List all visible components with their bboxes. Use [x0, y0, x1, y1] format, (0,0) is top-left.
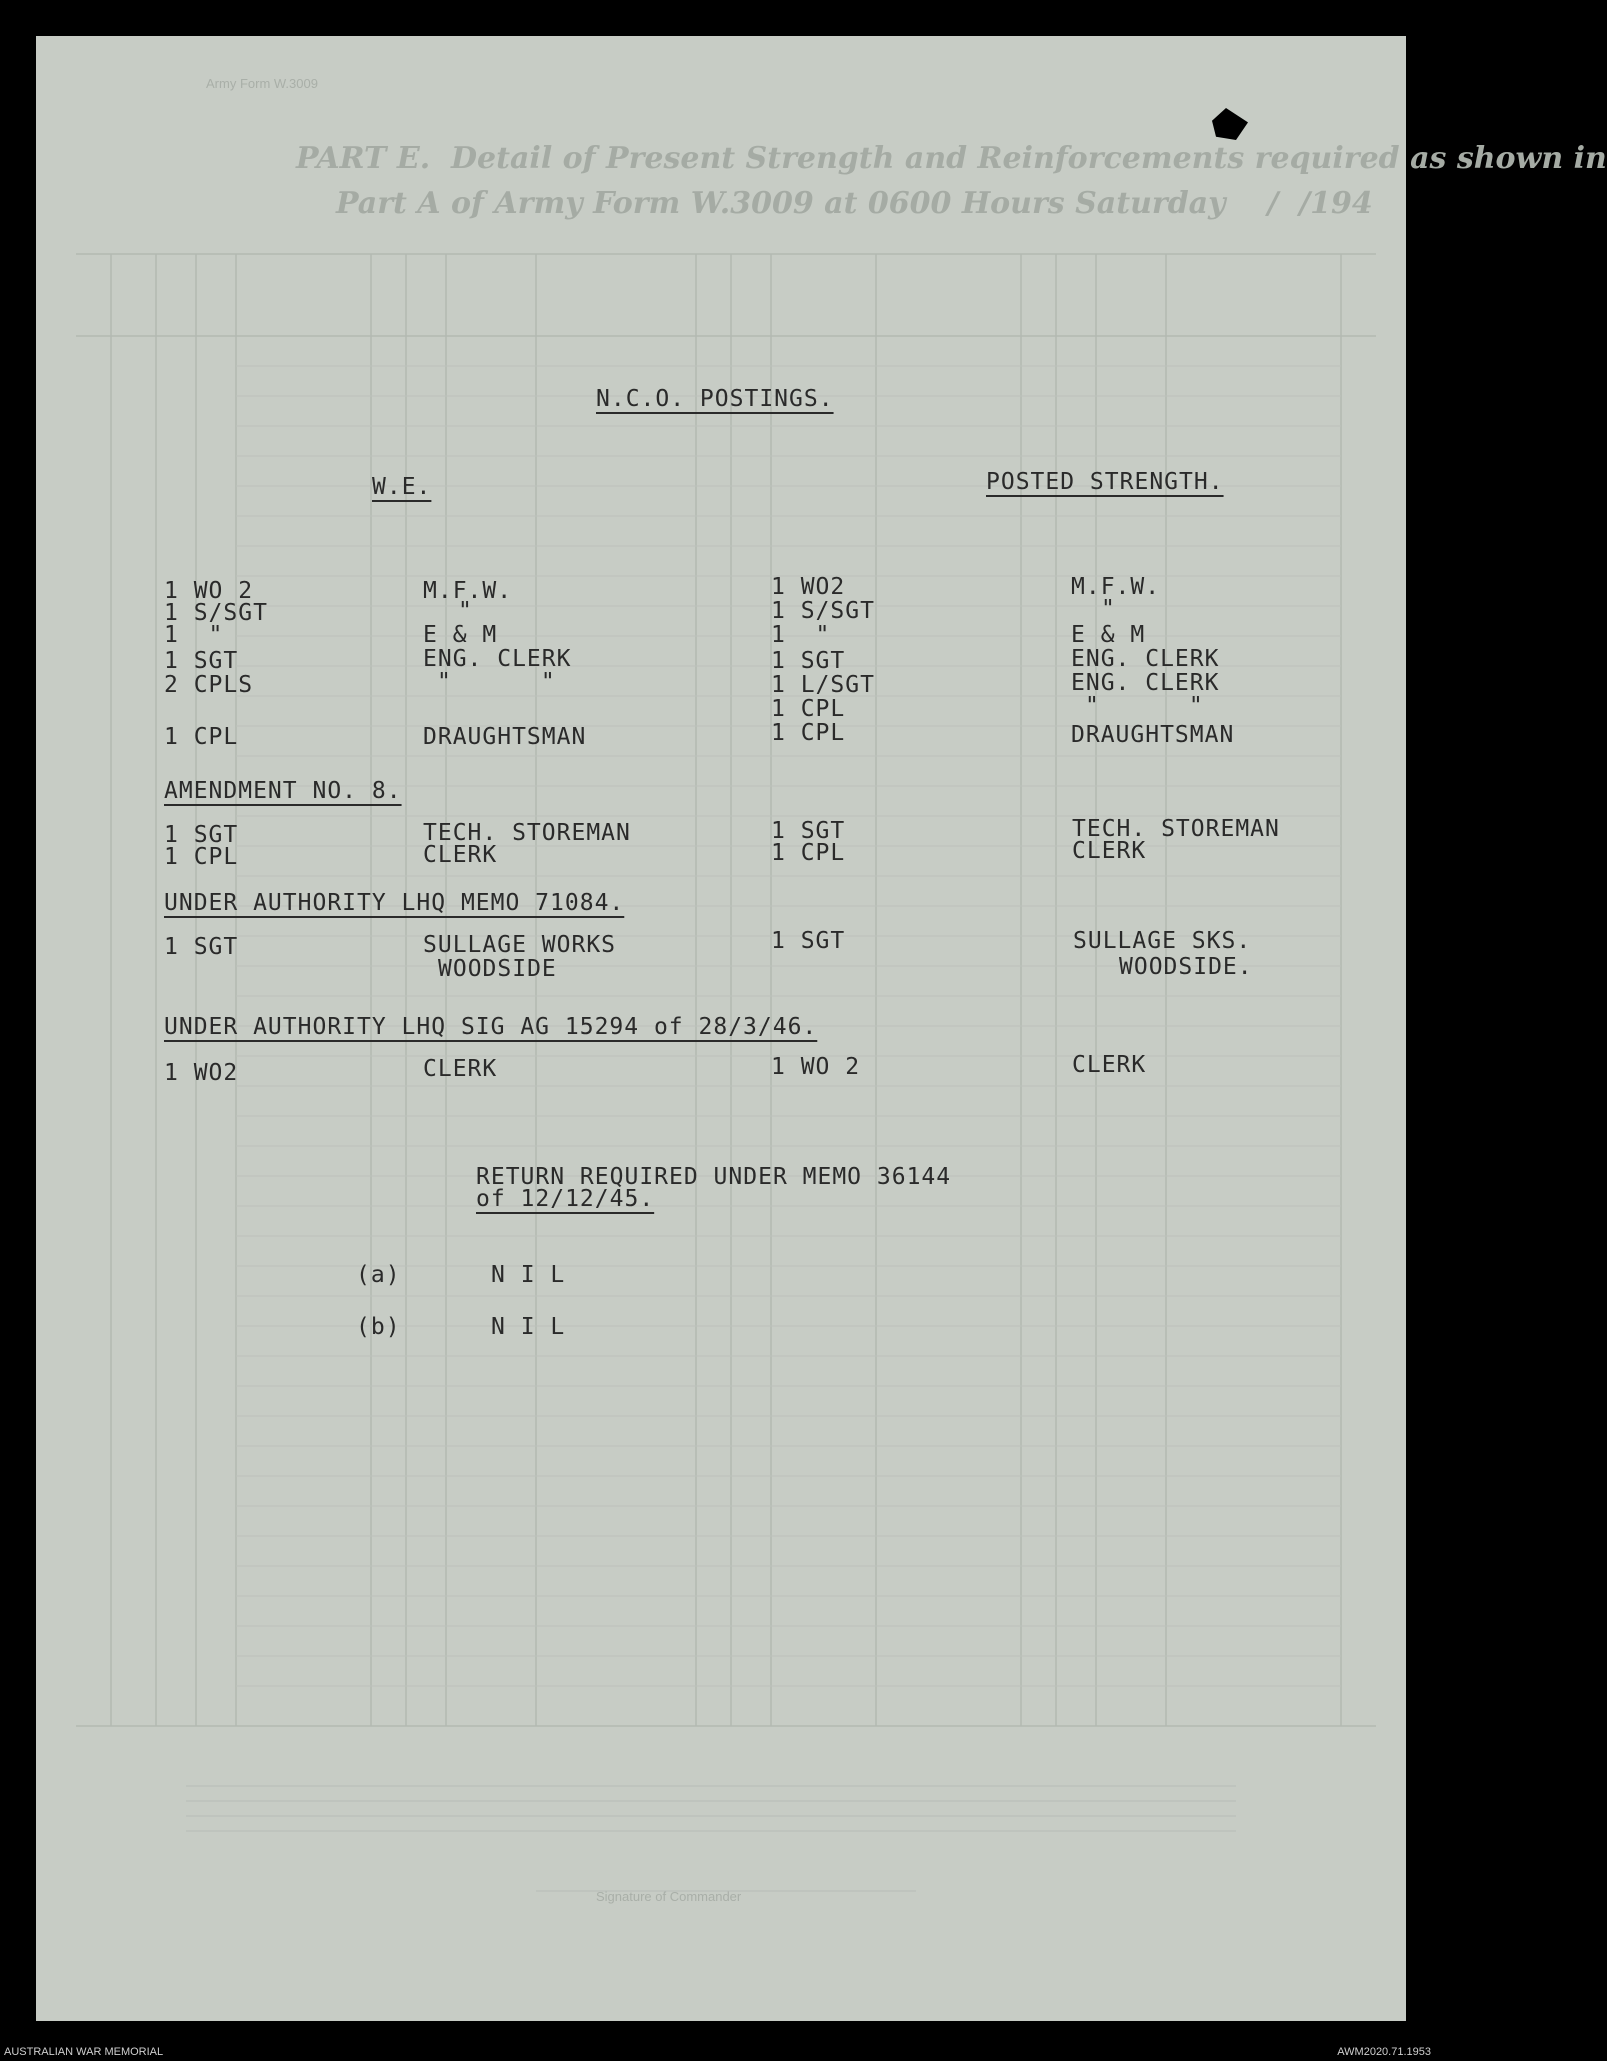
ps-trade: ENG. CLERK	[1071, 646, 1220, 672]
return-item-label: (a)	[356, 1262, 401, 1288]
return-line-1: RETURN REQUIRED UNDER MEMO 36144	[476, 1164, 952, 1190]
ps-qty: 1 CPL	[771, 840, 846, 866]
we-trade: M.F.W.	[423, 578, 513, 604]
ps-trade: TECH. STOREMAN	[1072, 816, 1280, 842]
we-qty: 1 S/SGT	[164, 600, 268, 626]
we-qty: 1 "	[164, 622, 224, 648]
form-footer-note: Signature of Commander	[596, 1889, 742, 1904]
we-trade: WOODSIDE	[438, 956, 557, 982]
return-item-label: (b)	[356, 1314, 401, 1340]
page-title: N.C.O. POSTINGS.	[596, 386, 834, 412]
amendment-heading: AMENDMENT NO. 8.	[164, 778, 402, 804]
we-trade: "	[458, 598, 473, 624]
ps-qty: 1 SGT	[771, 818, 846, 844]
ps-qty: 1 WO 2	[771, 1054, 861, 1080]
col-we-header: W.E.	[372, 474, 432, 500]
ps-qty: 1 CPL	[771, 696, 846, 722]
we-trade: DRAUGHTSMAN	[423, 724, 587, 750]
return-item-value: N I L	[491, 1262, 566, 1288]
return-line-2: of 12/12/45.	[476, 1186, 655, 1212]
we-qty: 1 CPL	[164, 844, 239, 870]
ps-trade: DRAUGHTSMAN	[1071, 722, 1235, 748]
col-posted-header: POSTED STRENGTH.	[986, 469, 1224, 495]
we-qty: 1 CPL	[164, 724, 239, 750]
ps-trade: ENG. CLERK	[1071, 670, 1220, 696]
ps-trade: M.F.W.	[1071, 574, 1161, 600]
we-qty: 1 WO 2	[164, 578, 254, 604]
form-corner-note: Army Form W.3009	[206, 76, 318, 91]
ps-qty: 1 WO2	[771, 574, 846, 600]
ps-qty: 1 L/SGT	[771, 672, 875, 698]
ps-qty: 1 "	[771, 622, 831, 648]
we-qty: 1 SGT	[164, 822, 239, 848]
we-qty: 1 WO2	[164, 1060, 239, 1086]
ps-trade: " "	[1085, 693, 1204, 719]
ps-trade: CLERK	[1072, 838, 1147, 864]
we-trade: E & M	[423, 622, 498, 648]
document-page	[36, 36, 1607, 2021]
we-qty: 2 CPLS	[164, 672, 254, 698]
we-qty: 1 SGT	[164, 648, 239, 674]
we-trade: TECH. STOREMAN	[423, 820, 631, 846]
we-trade: SULLAGE WORKS	[423, 932, 617, 958]
form-header-line-2: Part A of Army Form W.3009 at 0600 Hours Saturday / /194	[336, 186, 1373, 221]
lhq-sig-heading: UNDER AUTHORITY LHQ SIG AG 15294 of 28/3/46.	[164, 1014, 818, 1040]
ps-trade: WOODSIDE.	[1119, 954, 1253, 980]
ps-qty: 1 SGT	[771, 928, 846, 954]
archive-name: AUSTRALIAN WAR MEMORIAL	[4, 2046, 164, 2058]
we-trade: " "	[437, 669, 556, 695]
ps-trade: CLERK	[1072, 1052, 1147, 1078]
lhq-memo-heading: UNDER AUTHORITY LHQ MEMO 71084.	[164, 890, 625, 916]
return-item-value: N I L	[491, 1314, 566, 1340]
ps-trade: SULLAGE SKS.	[1073, 928, 1252, 954]
ps-qty: 1 CPL	[771, 720, 846, 746]
we-qty: 1 SGT	[164, 934, 239, 960]
ps-qty: 1 S/SGT	[771, 598, 875, 624]
ps-trade: E & M	[1071, 622, 1146, 648]
we-trade: CLERK	[423, 1056, 498, 1082]
we-trade: CLERK	[423, 842, 498, 868]
archive-id: AWM2020.71.1953	[1337, 2046, 1431, 2058]
form-header-line-1: PART E. Detail of Present Strength and Reinforcements required as shown in	[296, 141, 1607, 176]
we-trade: ENG. CLERK	[423, 646, 572, 672]
archive-footer	[0, 2037, 1437, 2061]
ps-trade: "	[1101, 596, 1116, 622]
ps-qty: 1 SGT	[771, 648, 846, 674]
